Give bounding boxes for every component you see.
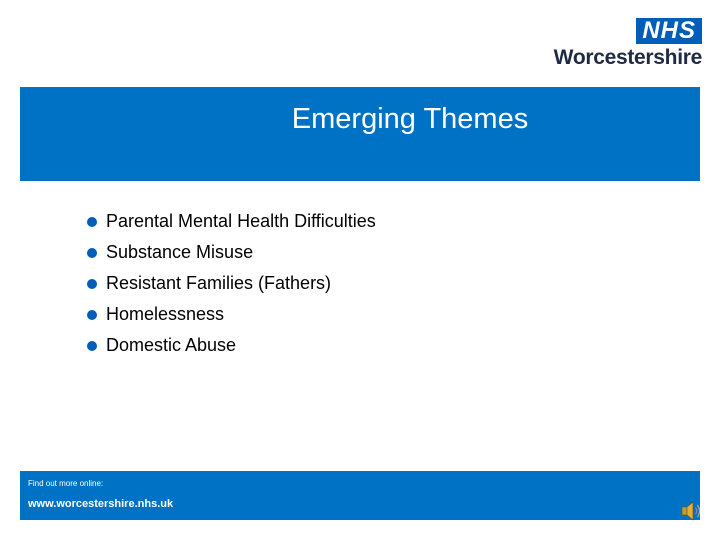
bullet-icon bbox=[87, 279, 97, 289]
list-item bbox=[84, 268, 376, 299]
list-item-label: Substance Misuse bbox=[106, 242, 254, 262]
list-item bbox=[84, 206, 376, 237]
nhs-worcestershire-logo bbox=[554, 18, 702, 71]
speaker-icon[interactable] bbox=[680, 500, 702, 522]
theme-list bbox=[84, 206, 376, 361]
list-item bbox=[84, 299, 376, 330]
list-item-label: Parental Mental Health Difficulties bbox=[106, 211, 376, 231]
nhs-logo-box: NHS bbox=[636, 18, 702, 44]
bullet-icon bbox=[87, 248, 97, 258]
bullet-icon bbox=[87, 310, 97, 320]
list-item bbox=[84, 237, 376, 268]
org-name: Worcestershire bbox=[553, 46, 702, 69]
list-item-label: Homelessness bbox=[106, 304, 225, 324]
footer-label: Find out more online: bbox=[28, 479, 104, 488]
bullet-icon bbox=[87, 341, 97, 351]
title-band bbox=[20, 87, 700, 181]
list-item bbox=[84, 330, 376, 361]
slide-title: Emerging Themes bbox=[291, 103, 529, 135]
list-item-label: Resistant Families (Fathers) bbox=[106, 273, 332, 293]
list-item-label: Domestic Abuse bbox=[106, 335, 237, 355]
website-link[interactable]: www.worcestershire.nhs.uk bbox=[28, 498, 174, 510]
footer-band bbox=[20, 471, 700, 520]
bullet-icon bbox=[87, 217, 97, 227]
